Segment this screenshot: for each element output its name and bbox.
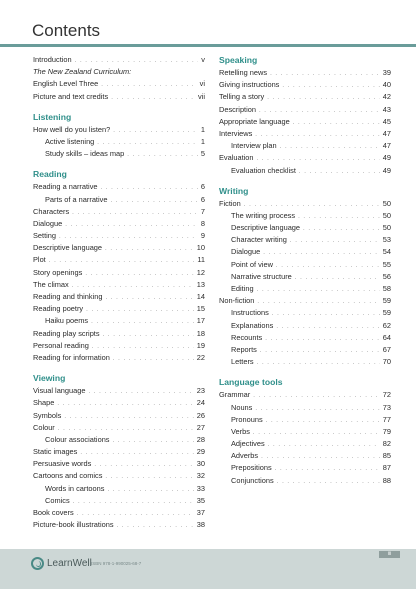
- dot-leader: [59, 231, 198, 242]
- toc-subentry[interactable]: Pronouns . . . 77: [219, 414, 391, 426]
- title-rule: [0, 44, 416, 47]
- dot-leader: [270, 68, 380, 79]
- toc-subentry[interactable]: Colour associations . . . 28: [33, 434, 205, 446]
- toc-subentry[interactable]: Letters . . . 70: [219, 356, 391, 368]
- dot-leader: [101, 79, 196, 90]
- dot-leader: [85, 268, 193, 279]
- dot-leader: [110, 195, 197, 206]
- toc-entry[interactable]: Descriptive language . . . 10: [33, 242, 205, 254]
- section-heading-listening: Listening: [33, 111, 72, 122]
- dot-leader: [267, 92, 380, 103]
- toc-entry[interactable]: Shape . . . 24: [33, 397, 205, 409]
- section-heading-viewing: Viewing: [33, 373, 66, 384]
- page-number-badge: iii: [379, 551, 400, 558]
- dot-leader: [266, 415, 380, 426]
- dot-leader: [268, 439, 380, 450]
- toc-entry[interactable]: Dialogue . . . 8: [33, 218, 205, 230]
- toc-entry[interactable]: Retelling news . . . 39: [219, 67, 391, 79]
- dot-leader: [57, 398, 193, 409]
- toc-entry[interactable]: English Level Three . . . vi: [33, 78, 205, 90]
- dot-leader: [257, 357, 380, 368]
- dot-leader: [257, 153, 380, 164]
- dot-leader: [263, 247, 380, 258]
- toc-entry[interactable]: Cartoons and comics . . . 32: [33, 470, 205, 482]
- toc-subentry[interactable]: Prepositions . . . 87: [219, 462, 391, 474]
- dot-leader: [113, 435, 194, 446]
- toc-entry[interactable]: Static images . . . 29: [33, 446, 205, 458]
- section-heading-writing: Writing: [219, 185, 249, 196]
- toc-entry[interactable]: The New Zealand Curriculum:: [33, 67, 132, 77]
- section-heading-language-tools: Language tools: [219, 377, 283, 388]
- dot-leader: [127, 149, 198, 160]
- dot-leader: [293, 117, 380, 128]
- dot-leader: [105, 471, 193, 482]
- dot-leader: [253, 390, 380, 401]
- dot-leader: [272, 308, 380, 319]
- dot-leader: [275, 463, 380, 474]
- dot-leader: [101, 182, 198, 193]
- toc-entry[interactable]: Personal reading . . . 19: [33, 340, 205, 352]
- dot-leader: [259, 105, 380, 116]
- dot-leader: [58, 423, 194, 434]
- toc-entry[interactable]: Telling a story . . . 42: [219, 91, 391, 103]
- dot-leader: [260, 345, 380, 356]
- dot-leader: [277, 476, 380, 487]
- dot-leader: [255, 129, 379, 140]
- toc-right-column: [219, 54, 391, 487]
- toc-entry[interactable]: Reading poetry . . . 15: [33, 303, 205, 315]
- dot-leader: [111, 92, 195, 103]
- dot-leader: [117, 520, 194, 531]
- dot-leader: [257, 284, 380, 295]
- dot-leader: [298, 211, 380, 222]
- dot-leader: [77, 508, 194, 519]
- toc-subentry[interactable]: Dialogue . . . 54: [219, 246, 391, 258]
- toc-entry[interactable]: Persuasive words . . . 30: [33, 458, 205, 470]
- dot-leader: [290, 235, 380, 246]
- dot-leader: [276, 321, 379, 332]
- toc-entry[interactable]: Reading and thinking . . . 14: [33, 291, 205, 303]
- dot-leader: [97, 137, 198, 148]
- page-title: Contents: [32, 21, 101, 40]
- dot-leader: [113, 353, 194, 364]
- toc-entry[interactable]: Book covers . . . 37: [33, 507, 205, 519]
- toc-entry[interactable]: Reading a narrative . . . 6: [33, 181, 205, 193]
- dot-leader: [49, 255, 195, 266]
- dot-leader: [280, 141, 380, 152]
- toc-subentry[interactable]: Recounts . . . 64: [219, 332, 391, 344]
- section-heading-reading: Reading: [33, 169, 67, 180]
- dot-leader: [265, 333, 380, 344]
- toc-subentry[interactable]: Conjunctions . . . 88: [219, 475, 391, 487]
- dot-leader: [94, 459, 193, 470]
- dot-leader: [80, 447, 193, 458]
- toc-entry[interactable]: Visual language . . . 23: [33, 385, 205, 397]
- toc-entry[interactable]: Reading for information . . . 22: [33, 352, 205, 364]
- toc-entry[interactable]: Story openings . . . 12: [33, 267, 205, 279]
- dot-leader: [72, 280, 194, 291]
- publisher-name: LearnWell: [47, 558, 92, 569]
- toc-entry[interactable]: Introduction . . . v: [33, 54, 205, 66]
- dot-leader: [299, 166, 380, 177]
- toc-subentry[interactable]: Study skills – ideas map . . . 5: [33, 148, 205, 160]
- dot-leader: [64, 411, 193, 422]
- toc-subentry[interactable]: Character writing . . . 53: [219, 234, 391, 246]
- dot-leader: [91, 316, 194, 327]
- dot-leader: [105, 292, 193, 303]
- dot-leader: [86, 304, 194, 315]
- toc-subentry[interactable]: Interview plan . . . 47: [219, 140, 391, 152]
- toc-subentry[interactable]: Evaluation checklist . . . 49: [219, 165, 391, 177]
- toc-subentry[interactable]: Editing . . . 58: [219, 283, 391, 295]
- toc-subentry[interactable]: Nouns . . . 73: [219, 402, 391, 414]
- dot-leader: [72, 207, 198, 218]
- toc-subentry[interactable]: Verbs . . . 79: [219, 426, 391, 438]
- toc-entry[interactable]: Picture and text credits . . . vii: [33, 91, 205, 103]
- isbn-text: ISBN 978-1-990025-68-7: [91, 561, 142, 566]
- dot-leader: [303, 223, 380, 234]
- dot-leader: [88, 386, 193, 397]
- learnwell-logo-icon: [31, 557, 44, 570]
- toc-entry[interactable]: Plot . . . 11: [33, 254, 205, 266]
- toc-entry[interactable]: Picture-book illustrations . . . 38: [33, 519, 205, 531]
- toc-subentry[interactable]: Haiku poems . . . 17: [33, 315, 205, 327]
- toc-subentry[interactable]: Adverbs . . . 85: [219, 450, 391, 462]
- dot-leader: [73, 496, 194, 507]
- section-heading-speaking: Speaking: [219, 55, 258, 65]
- dot-leader: [103, 329, 194, 340]
- dot-leader: [75, 55, 199, 66]
- toc-subentry[interactable]: Words in cartoons . . . 33: [33, 483, 205, 495]
- dot-leader: [65, 219, 198, 230]
- toc-entry[interactable]: Interviews . . . 47: [219, 128, 391, 140]
- toc-entry[interactable]: Reading play scripts . . . 18: [33, 328, 205, 340]
- toc-entry[interactable]: The climax . . . 13: [33, 279, 205, 291]
- toc-subentry[interactable]: Explanations . . . 62: [219, 320, 391, 332]
- toc-entry[interactable]: How well do you listen? . . . 1: [33, 124, 205, 136]
- toc-subentry[interactable]: Reports . . . 67: [219, 344, 391, 356]
- toc-subentry[interactable]: Comics . . . 35: [33, 495, 205, 507]
- toc-subentry[interactable]: Descriptive language . . . 50: [219, 222, 391, 234]
- toc-entry[interactable]: Giving instructions . . . 40: [219, 79, 391, 91]
- dot-leader: [113, 125, 198, 136]
- toc-entry[interactable]: Colour . . . 27: [33, 422, 205, 434]
- dot-leader: [255, 403, 379, 414]
- toc-subentry[interactable]: Point of view . . . 55: [219, 259, 391, 271]
- dot-leader: [244, 199, 380, 210]
- toc-entry[interactable]: Fiction . . . 50: [219, 198, 391, 210]
- dot-leader: [282, 80, 379, 91]
- publisher-logo: [31, 557, 92, 570]
- toc-entry[interactable]: Non-fiction . . . 59: [219, 295, 391, 307]
- toc-entry[interactable]: Symbols . . . 26: [33, 410, 205, 422]
- dot-leader: [276, 260, 380, 271]
- toc-left-column: [33, 54, 205, 531]
- toc-entry[interactable]: Characters . . . 7: [33, 206, 205, 218]
- toc-subentry[interactable]: Active listening . . . 1: [33, 136, 205, 148]
- dot-leader: [92, 341, 194, 352]
- toc-subentry[interactable]: Adjectives . . . 82: [219, 438, 391, 450]
- dot-leader: [261, 451, 380, 462]
- toc-subentry[interactable]: The writing process . . . 50: [219, 210, 391, 222]
- dot-leader: [105, 243, 194, 254]
- toc-subentry[interactable]: Narrative structure . . . 56: [219, 271, 391, 283]
- dot-leader: [253, 427, 380, 438]
- toc-entry[interactable]: Evaluation . . . 49: [219, 152, 391, 164]
- toc-entry[interactable]: Appropriate language . . . 45: [219, 116, 391, 128]
- dot-leader: [295, 272, 380, 283]
- toc-entry[interactable]: Grammar . . . 72: [219, 389, 391, 401]
- dot-leader: [257, 296, 379, 307]
- dot-leader: [107, 484, 193, 495]
- toc-subentry[interactable]: Parts of a narrative . . . 6: [33, 194, 205, 206]
- toc-entry[interactable]: Setting . . . 9: [33, 230, 205, 242]
- toc-subentry[interactable]: Instructions . . . 59: [219, 307, 391, 319]
- toc-entry[interactable]: Description . . . 43: [219, 104, 391, 116]
